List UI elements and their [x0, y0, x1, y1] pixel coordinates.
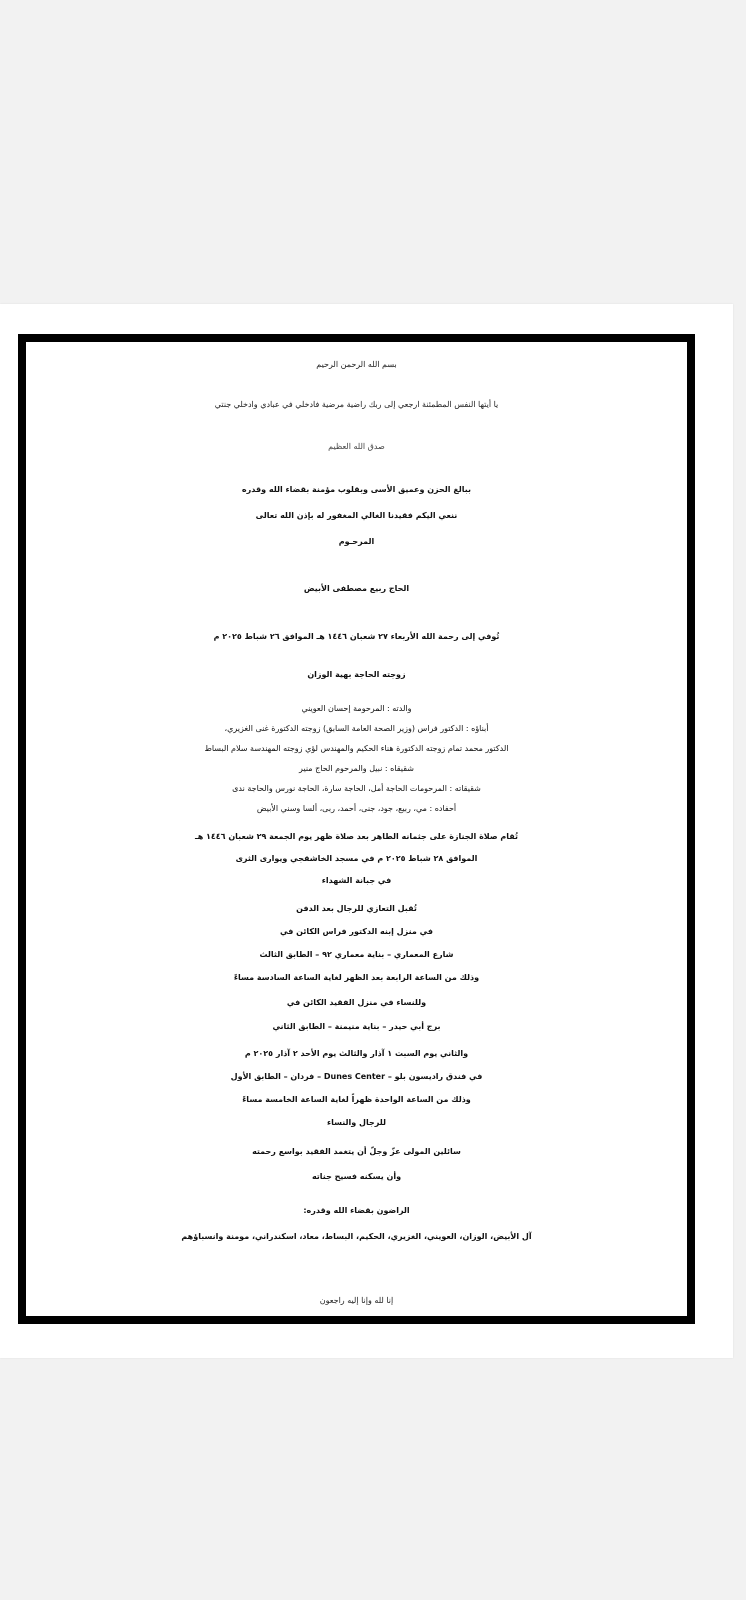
- mother-line: والدته : المرحومة إحسان العويني: [301, 704, 412, 713]
- brothers-line: شقيقاه : نبيل والمرحوم الحاج منير: [299, 764, 414, 773]
- grandchildren-line: أحفاده : مي، ربيع، جود، جنى، أحمد، ربى، ألسا وسني الأبيض: [256, 804, 457, 813]
- closing-verse: إنا لله وإنا إليه راجعون: [319, 1296, 394, 1305]
- condolences-women-line: برج أبي حيدر – بناية منيمنة – الطابق الثاني: [272, 1022, 441, 1031]
- sons-line: الدكتور محمد تمام زوجته الدكتورة هناء الحكيم والمهندس لؤي زوجته المهندسة سلام البساط: [204, 744, 509, 753]
- obituary-frame: [18, 334, 695, 1324]
- intro-line: ببالغ الحزن وعميق الأسى وبقلوب مؤمنة بقضاء الله وقدره: [241, 485, 472, 494]
- sons-line: أبناؤه : الدكتور فراس (وزير الصحة العامة السابق) زوجته الدكتورة غنى الغزيري،: [224, 724, 489, 733]
- prayer-line: وأن يسكنه فسيح جناته: [311, 1172, 402, 1181]
- second-days-line: والثاني يوم السبت ١ آذار والثالث يوم الأحد ٢ آذار ٢٠٢٥ م: [244, 1049, 469, 1058]
- condolences-men-line: شارع المعماري – بناية معماري ٩٢ – الطابق الثالث: [259, 950, 454, 959]
- quran-verse: يا أيتها النفس المطمئنة ارجعي إلى ربك راضية مرضية فادخلي في عبادي وادخلي جنتي: [214, 400, 499, 409]
- second-days-line: للرجال والنساء: [327, 1118, 386, 1127]
- mourners-label: الراضون بقضاء الله وقدره:: [303, 1206, 410, 1215]
- condolences-men-line: وذلك من الساعة الرابعة بعد الظهر لغاية الساعة السادسة مساءً: [233, 973, 480, 982]
- sisters-line: شقيقاته : المرحومات الحاجة أمل، الحاجة سارة، الحاجة نورس والحاجة ندى: [232, 784, 481, 793]
- second-days-line: في فندق راديسون بلو – Dunes Center – فردان – الطابق الأول: [230, 1072, 483, 1081]
- funeral-line: تُقام صلاة الجنازة على جثمانه الطاهر بعد صلاة ظهر يوم الجمعة ٢٩ شعبان ١٤٤٦ هـ: [194, 832, 519, 841]
- sadaqa-line: صدق الله العظيم: [328, 442, 385, 451]
- intro-line: ننعي اليكم فقيدنا الغالي المغفور له بإذن الله تعالى: [255, 511, 458, 520]
- funeral-line: في جبانة الشهداء: [321, 876, 392, 885]
- condolences-men-line: تُقبل التعازي للرجال بعد الدفن: [296, 904, 417, 913]
- families-line: آل الأبيض، الوزان، العويني، الغزيري، الحكيم، البساط، معاد، اسكندراني، مومنة وانسباؤهم: [181, 1232, 532, 1241]
- spouse-name: زوجته الحاجة بهية الوزان: [307, 670, 406, 679]
- condolences-women-line: وللنساء في منزل الفقيد الكائن في: [286, 998, 427, 1007]
- condolences-men-line: في منزل إبنه الدكتور فراس الكائن في: [280, 927, 433, 936]
- death-announcement: تُوفي إلى رحمة الله الأربعاء ٢٧ شعبان ١٤٤٦ هـ الموافق ٢٦ شباط ٢٠٢٥ م: [213, 632, 500, 641]
- prayer-line: سائلين المولى عزّ وجلّ أن يتغمد الفقيد بواسع رحمته: [252, 1147, 461, 1156]
- late-label: المرحـوم: [338, 537, 375, 546]
- obituary-page: [0, 304, 733, 1358]
- funeral-line: الموافق ٢٨ شباط ٢٠٢٥ م في مسجد الخاشقجي ويوارى الثرى: [235, 854, 478, 863]
- basmala-heading: بسم الله الرحمن الرحيم: [316, 360, 397, 369]
- second-days-line: وذلك من الساعة الواحدة ظهراً لغاية الساعة الخامسة مساءً: [242, 1095, 471, 1104]
- deceased-name: الحاج ربيع مصطفى الأبيض: [303, 584, 410, 593]
